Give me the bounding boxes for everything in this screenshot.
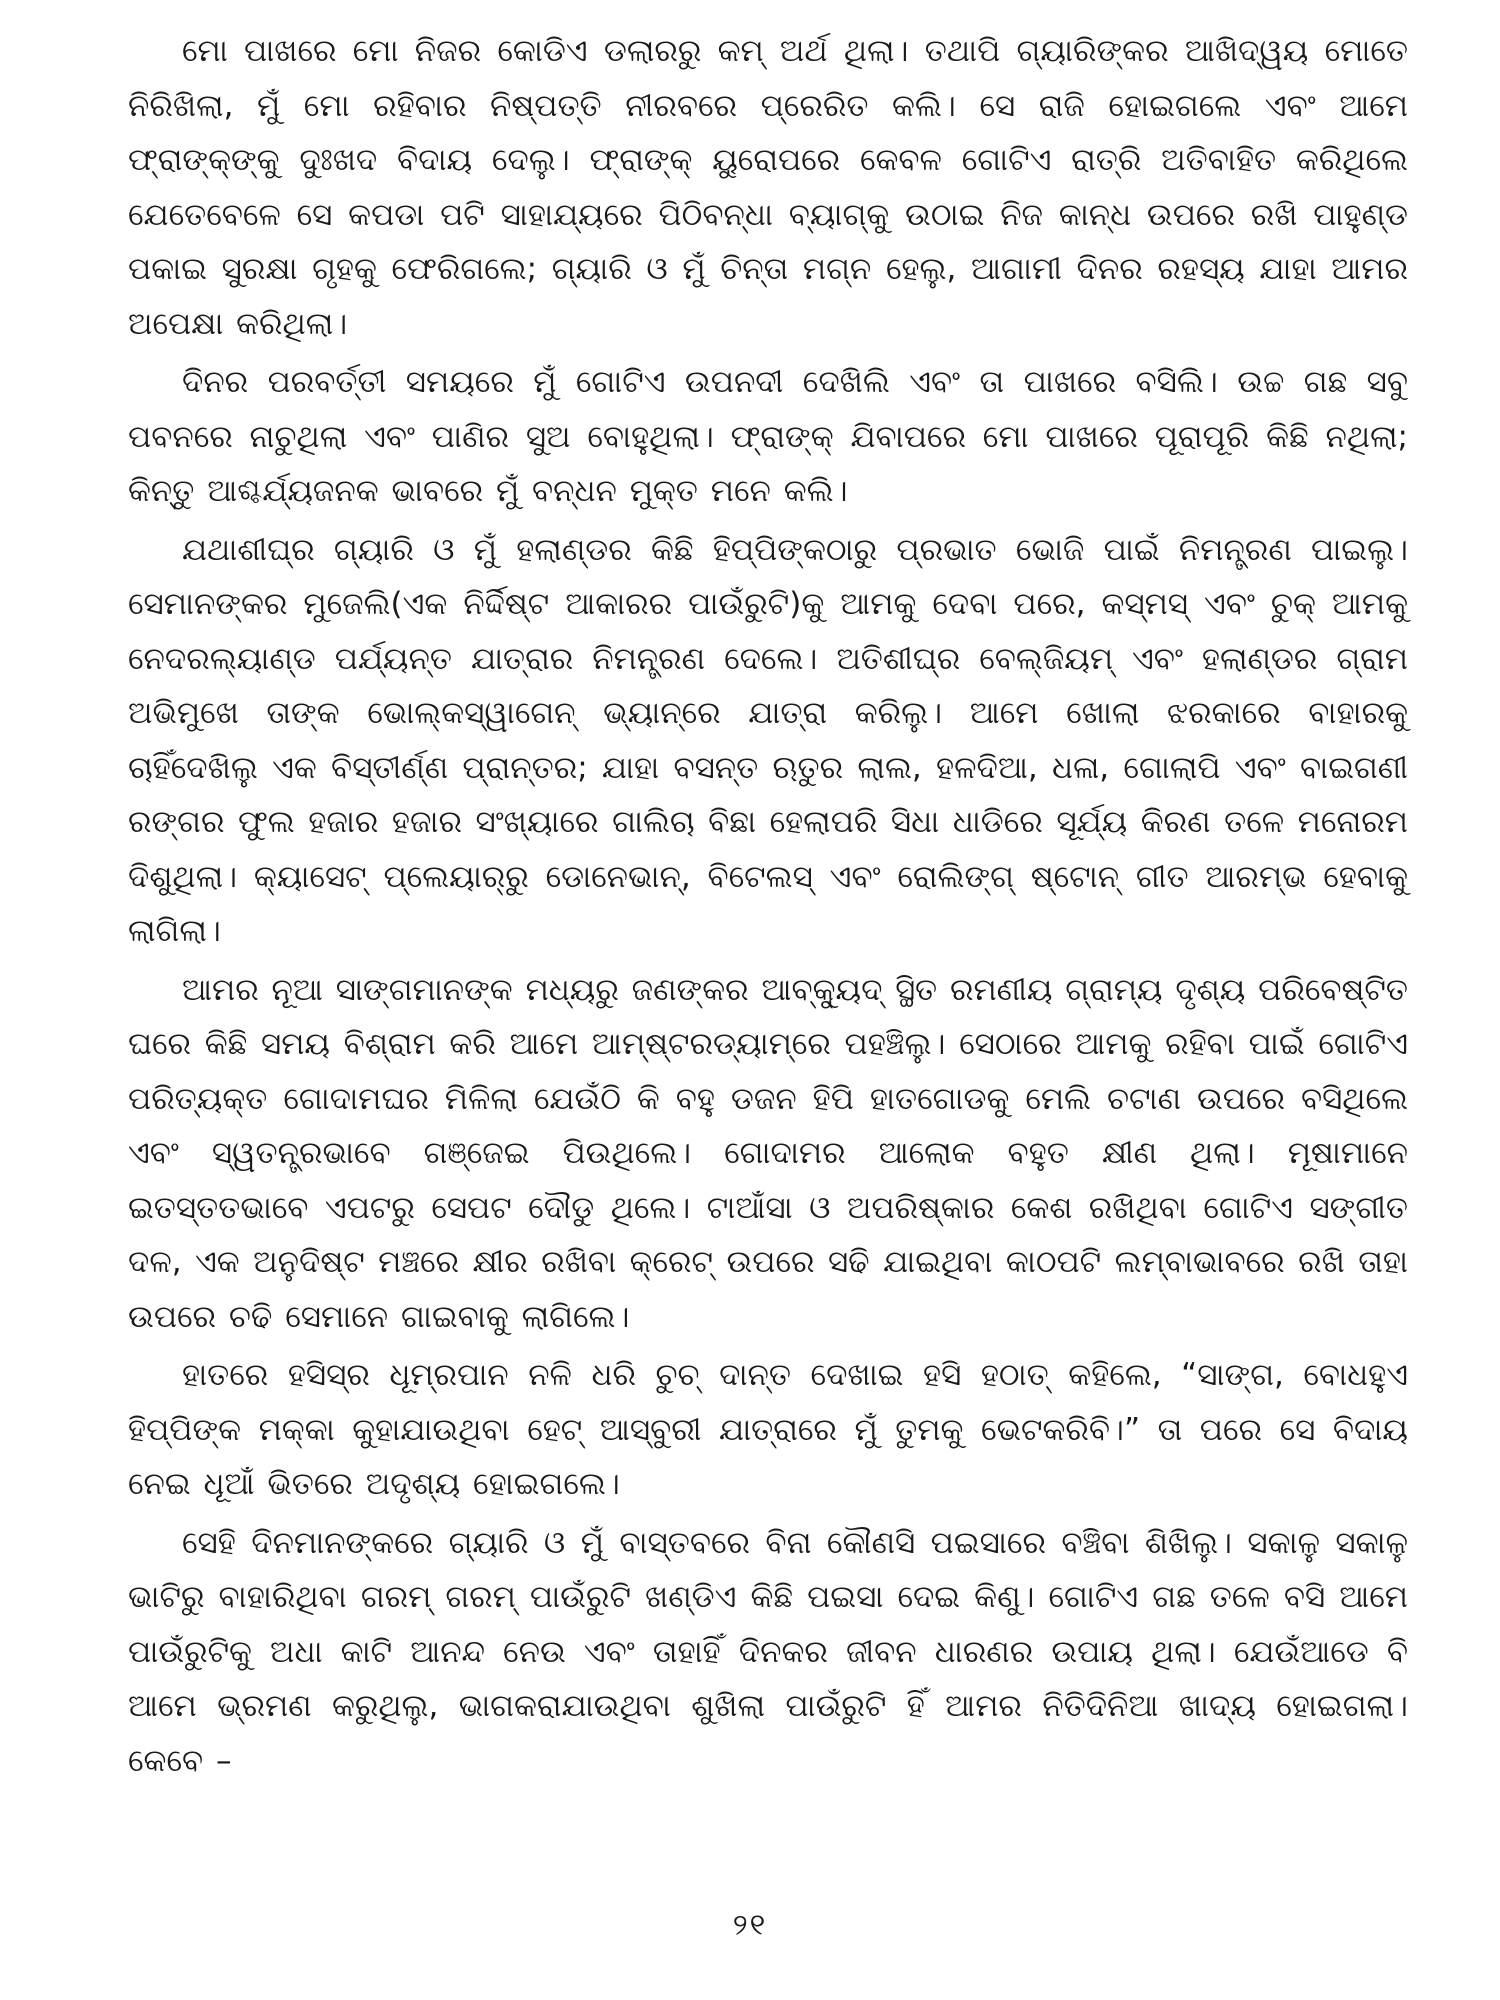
paragraph-3: ଯଥାଶୀଘ୍ର ଗ୍ୟାରି ଓ ମୁଁ ହଲାଣ୍ଡର କିଛି ହିପ୍ପିଙ୍କଠାରୁ ପ୍ରଭାତ ଭୋଜି ପାଇଁ ନିମନ୍ତ୍ରଣ ପାଇଲୁ। ସେମାନଙ୍କର ମୁଜେଲି(ଏକ ନିର୍ଦ୍ଦିଷ୍ଟ ଆକାରର ପାଉଁରୁଟି)କୁ ଆମକୁ ଦେବା ପରେ, କସ୍‌ମସ୍ ଏବଂ ଚୁକ୍ ଆମକୁ ନେଦରଲ୍ୟାଣ୍ଡ ପର୍ଯ୍ୟନ୍ତ ଯାତ୍ରାର ନିମନ୍ତ୍ରଣ ଦେଲେ। ଅତିଶୀଘ୍ର ବେଲ୍‌ଜିୟମ୍ ଏବଂ ହଲାଣ୍ଡର ଗ୍ରାମ ଅଭିମୁଖେ ତାଙ୍କ ଭୋଲ୍‌କସ୍‌ୱାଗେନ୍ ଭ୍ୟାନ୍‌ରେ ଯାତ୍ରା କରିଲୁ। ଆମେ ଖୋଲା ଝରକାରେ ବାହାରକୁ ଚାହିଁଦେଖିଲୁ ଏକ ବିସ୍ତୀର୍ଣ୍ଣ ପ୍ରାନ୍ତର; ଯାହା ବସନ୍ତ ଋତୁର ଲାଲ, ହଳଦିଆ, ଧଳା, ଗୋଲାପି ଏବଂ ବାଇଗଣୀ ରଙ୍ଗର ଫୁଲ ହଜାର ହଜାର ସଂଖ୍ୟାରେ ଗାଲିଚା ବିଛା ହେଲାପରି ସିଧା ଧାଡିରେ ସୂର୍ଯ୍ୟ କିରଣ ତଳେ ମନୋରମ ଦିଶୁଥିଲା। କ୍ୟାସେଟ୍ ପ୍ଲେୟାର୍‌ରୁ ଡୋନେଭାନ୍, ବିଟେଲସ୍ ଏବଂ ରୋଲିଙ୍ଗ୍ ଷ୍ଟୋନ୍ ଗୀତ ଆରମ୍ଭ ହେବାକୁ ଲାଗିଲା। [128,531,1408,949]
paragraph-2: ଦିନର ପରବର୍ତ୍ତୀ ସମୟରେ ମୁଁ ଗୋଟିଏ ଉପନଦୀ ଦେଖିଲି ଏବଂ ତା ପାଖରେ ବସିଲି। ଉଚ୍ଚ ଗଛ ସବୁ ପବନରେ ନାଚୁଥିଲା ଏବଂ ପାଣିର ସୁଅ ବୋହୁଥିଲା। ଫ୍ରାଙ୍କ୍ ଯିବାପରେ ମୋ ପାଖରେ ପୂରାପୂରି କିଛି ନଥିଲା; କିନ୍ତୁ ଆଶ୍ଚର୍ଯ୍ୟଜନକ ଭାବରେ ମୁଁ ବନ୍ଧନ ମୁକ୍ତ ମନେ କଲି। [128,364,1408,509]
paragraph-6: ସେହି ଦିନମାନଙ୍କରେ ଗ୍ୟାରି ଓ ମୁଁ ବାସ୍ତବରେ ବିନା କୌଣସି ପଇସାରେ ବଞ୍ଚିବା ଶିଖିଲୁ। ସକାଳୁ ସକାଳୁ ଭାଟିରୁ ବାହାରିଥିବା ଗରମ୍ ଗରମ୍ ପାଉଁରୁଟି ଖଣ୍ଡିଏ କିଛି ପଇସା ଦେଇ କିଣୁ। ଗୋଟିଏ ଗଛ ତଳେ ବସି ଆମେ ପାଉଁରୁଟିକୁ ଅଧା କାଟି ଆନନ୍ଦ ନେଉ ଏବଂ ତାହାହିଁ ଦିନକର ଜୀବନ ଧାରଣର ଉପାୟ ଥିଲା। ଯେଉଁଆଡେ ବି ଆମେ ଭ୍ରମଣ କରୁଥିଲୁ, ଭାଗକରାଯାଉଥିବା ଶୁଖିଲା ପାଉଁରୁଟି ହିଁ ଆମର ନିତିଦିନିଆ ଖାଦ୍ୟ ହୋଇଗଲା। କେବେ – [128,1524,1408,1779]
paragraph-5: ହାତରେ ହସିସ୍‌ର ଧୂମ୍ରପାନ ନଳି ଧରି ଚୁଚ୍ ଦାନ୍ତ ଦେଖାଇ ହସି ହଠାତ୍ କହିଲେ, “ସାଙ୍ଗ, ବୋଧହୁଏ ହିପ୍ପିଙ୍କ ମକ୍କା କୁହାଯାଉଥିବା ହେଟ୍ ଆସ୍‌ବୁରୀ ଯାତ୍ରାରେ ମୁଁ ତୁମକୁ ଭେଟକରିବି।” ତା ପରେ ସେ ବିଦାୟ ନେଇ ଧୂଆଁ ଭିତରେ ଅଦୃଶ୍ୟ ହୋଇଗଲେ। [128,1357,1408,1502]
paragraph-4: ଆମର ନୂଆ ସାଙ୍ଗମାନଙ୍କ ମଧ୍ୟରୁ ଜଣଙ୍କର ଆବ୍‌କ୍ୟୁଦ୍ ସ୍ଥିତ ରମଣୀୟ ଗ୍ରାମ୍ୟ ଦୃଶ୍ୟ ପରିବେଷ୍ଟିତ ଘରେ କିଛି ସମୟ ବିଶ୍ରାମ କରି ଆମେ ଆମ୍‌ଷ୍ଟରଡ୍ୟାମ୍‌ରେ ପହଞ୍ଚିଲୁ। ସେଠାରେ ଆମକୁ ରହିବା ପାଇଁ ଗୋଟିଏ ପରିତ୍ୟକ୍ତ ଗୋଦାମଘର ମିଳିଲା ଯେଉଁଠି କି ବହୁ ଡଜନ ହିପି ହାତଗୋଡକୁ ମେଲି ଚଟାଣ ଉପରେ ବସିଥିଲେ ଏବଂ ସ୍ୱତନ୍ତ୍ରଭାବେ ଗଞ୍ଜେଇ ପିଉଥିଲେ। ଗୋଦାମର ଆଲୋକ ବହୁତ କ୍ଷୀଣ ଥିଲା। ମୂଷାମାନେ ଇତସ୍ତତଭାବେ ଏପଟରୁ ସେପଟ ଦୌଡୁ ଥିଲେ। ଟାଆଁସା ଓ ଅପରିଷ୍କାର କେଶ ରଖିଥିବା ଗୋଟିଏ ସଙ୍ଗୀତ ଦଳ, ଏକ ଅନୁଦିଷ୍ଟ ମଞ୍ଚରେ କ୍ଷୀର ରଖିବା କ୍ରେଟ୍ ଉପରେ ସଢି ଯାଇଥିବା କାଠପଟି ଲମ୍ବାଭାବରେ ରଖି ତାହା ଉପରେ ଚଢି ସେମାନେ ଗାଇବାକୁ ଲାଗିଲେ। [128,971,1408,1335]
paragraph-1: ମୋ ପାଖରେ ମୋ ନିଜର କୋଡିଏ ଡଲାରରୁ କମ୍ ଅର୍ଥ ଥିଲା। ତଥାପି ଗ୍ୟାରିଙ୍କର ଆଖିଦ୍ୱୟ ମୋତେ ନିରିଖିଲା, ମୁଁ ମୋ ରହିବାର ନିଷ୍ପତ୍ତି ନୀରବରେ ପ୍ରେରିତ କଲି। ସେ ରାଜି ହୋଇଗଲେ ଏବଂ ଆମେ ଫ୍ରାଙ୍କ୍‌ଙ୍କୁ ଦୁଃଖଦ ବିଦାୟ ଦେଲୁ। ଫ୍ରାଙ୍କ୍ ୟୁରୋପରେ କେବଳ ଗୋଟିଏ ରାତ୍ରି ଅତିବାହିତ କରିଥିଲେ ଯେତେବେଳେ ସେ କପଡା ପଟି ସାହାଯ୍ୟରେ ପିଠିବନ୍ଧା ବ୍ୟାଗ୍‌କୁ ଉଠାଇ ନିଜ କାନ୍ଧ ଉପରେ ରଖି ପାହୁଣ୍ଡ ପକାଇ ସୁରକ୍ଷା ଗୃହକୁ ଫେରିଗଲେ; ଗ୍ୟାରି ଓ ମୁଁ ଚିନ୍ତା ମଗ୍ନ ହେଲୁ, ଆଗାମୀ ଦିନର ରହସ୍ୟ ଯାହା ଆମର ଅପେକ୍ଷା କରିଥିଲା। [128,33,1408,342]
document-page [128,24,1408,1924]
page-number: ୨୧ [732,1908,768,1943]
